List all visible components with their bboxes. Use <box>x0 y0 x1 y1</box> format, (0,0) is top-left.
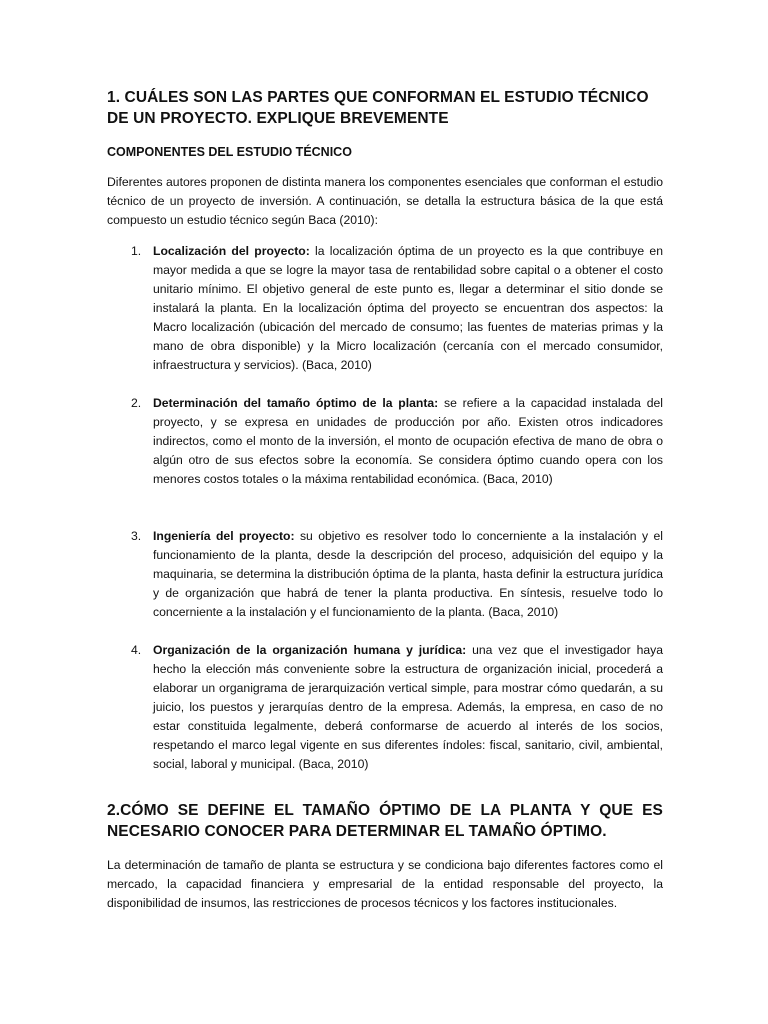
list-item-term: Localización del proyecto: <box>153 244 310 258</box>
intro-paragraph: Diferentes autores proponen de distinta manera los componentes esenciales que conforman el estudio técnico de un proyecto de inversión. A continuación, se detalla la estructura básica de la que está compuesto un estudio técnico según Baca (2010): <box>107 175 663 227</box>
list-item-body <box>153 641 663 774</box>
list-item <box>107 527 663 622</box>
list-item-body <box>153 527 663 622</box>
list-item-number: 3. <box>131 529 142 543</box>
list-spacer <box>107 489 663 527</box>
list-item-description: se refiere a la capacidad instalada del proyecto, y se expresa en unidades de producción por año. Existen otros indicadores indirectos, como el monto de la inversión, el monto de ocupación efectiva de mano de obra o algún otro de sus efectos sobre la economía. Se considera óptimo cuando opera con los menores costos totales o la máxima rentabilidad económica. (Baca, 2010) <box>153 396 664 486</box>
list-spacer <box>107 622 663 641</box>
list-item-body <box>153 394 663 489</box>
section-subheading: COMPONENTES DEL ESTUDIO TÉCNICO <box>107 145 352 159</box>
components-list <box>107 242 663 774</box>
document-content <box>107 87 663 913</box>
list-item-description: la localización óptima de un proyecto es la que contribuye en mayor medida a que se logre la mayor tasa de rentabilidad sobre capital o a obtener el costo unitario mínimo. El objetivo general de este punto es, llegar a determinar el sitio donde se instalará la planta. En la localización óptima del proyecto se encuentran dos aspectos: la Macro localización (ubicación del mercado de consumo; las fuentes de materias primas y la mano de obra disponible) y la Micro localización (cercanía con el mercado consumidor, infraestructura y servicios). (Baca, 2010) <box>153 244 663 372</box>
list-item <box>107 242 663 375</box>
list-item-term: Organización de la organización humana y jurídica: <box>153 643 467 657</box>
list-item-number: 2. <box>131 396 142 410</box>
list-item <box>107 641 663 774</box>
list-item-number: 4. <box>131 643 142 657</box>
question-2-heading: 2.CÓMO SE DEFINE EL TAMAÑO ÓPTIMO DE LA PLANTA Y QUE ES NECESARIO CONOCER PARA DETERMINAR EL TAMAÑO ÓPTIMO. <box>107 802 663 840</box>
list-spacer <box>107 375 663 394</box>
list-item-description: una vez que el investigador haya hecho la elección más conveniente sobre la estructura de organización inicial, procederá a elaborar un organigrama de jerarquización vertical simple, para mostrar cómo quedarán, a su juicio, los puestos y jerarquías dentro de la empresa. Además, la empresa, en caso de no estar constituida legalmente, deberá conformarse de acuerdo al interés de los socios, respetando el marco legal vigente en sus diferentes índoles: fiscal, sanitario, civil, ambiental, social, laboral y municipal. (Baca, 2010) <box>153 643 663 771</box>
list-item-body <box>153 242 663 375</box>
list-item <box>107 394 663 489</box>
question-1-heading: 1. CUÁLES SON LAS PARTES QUE CONFORMAN EL ESTUDIO TÉCNICO DE UN PROYECTO. EXPLIQUE BREVEMENTE <box>107 89 649 127</box>
list-item-term: Ingeniería del proyecto: <box>153 529 295 543</box>
list-item-description: su objetivo es resolver todo lo concerniente a la instalación y el funcionamiento de la planta, desde la descripción del proceso, adquisición del equipo y la maquinaria, se determina la distribución óptima de la planta, hasta definir la estructura jurídica y de organización que habrá de tener la planta productiva. En síntesis, resuelve todo lo concerniente a la instalación y el funcionamiento de la planta. (Baca, 2010) <box>153 529 663 619</box>
list-item-number: 1. <box>131 244 142 258</box>
question-2-paragraph: La determinación de tamaño de planta se estructura y se condiciona bajo diferentes factores como el mercado, la capacidad financiera y empresarial de la entidad responsable del proyecto, la disponibilidad de insumos, las restricciones de procesos técnicos y los factores institucionales. <box>107 858 663 910</box>
list-item-term: Determinación del tamaño óptimo de la planta: <box>153 396 439 410</box>
